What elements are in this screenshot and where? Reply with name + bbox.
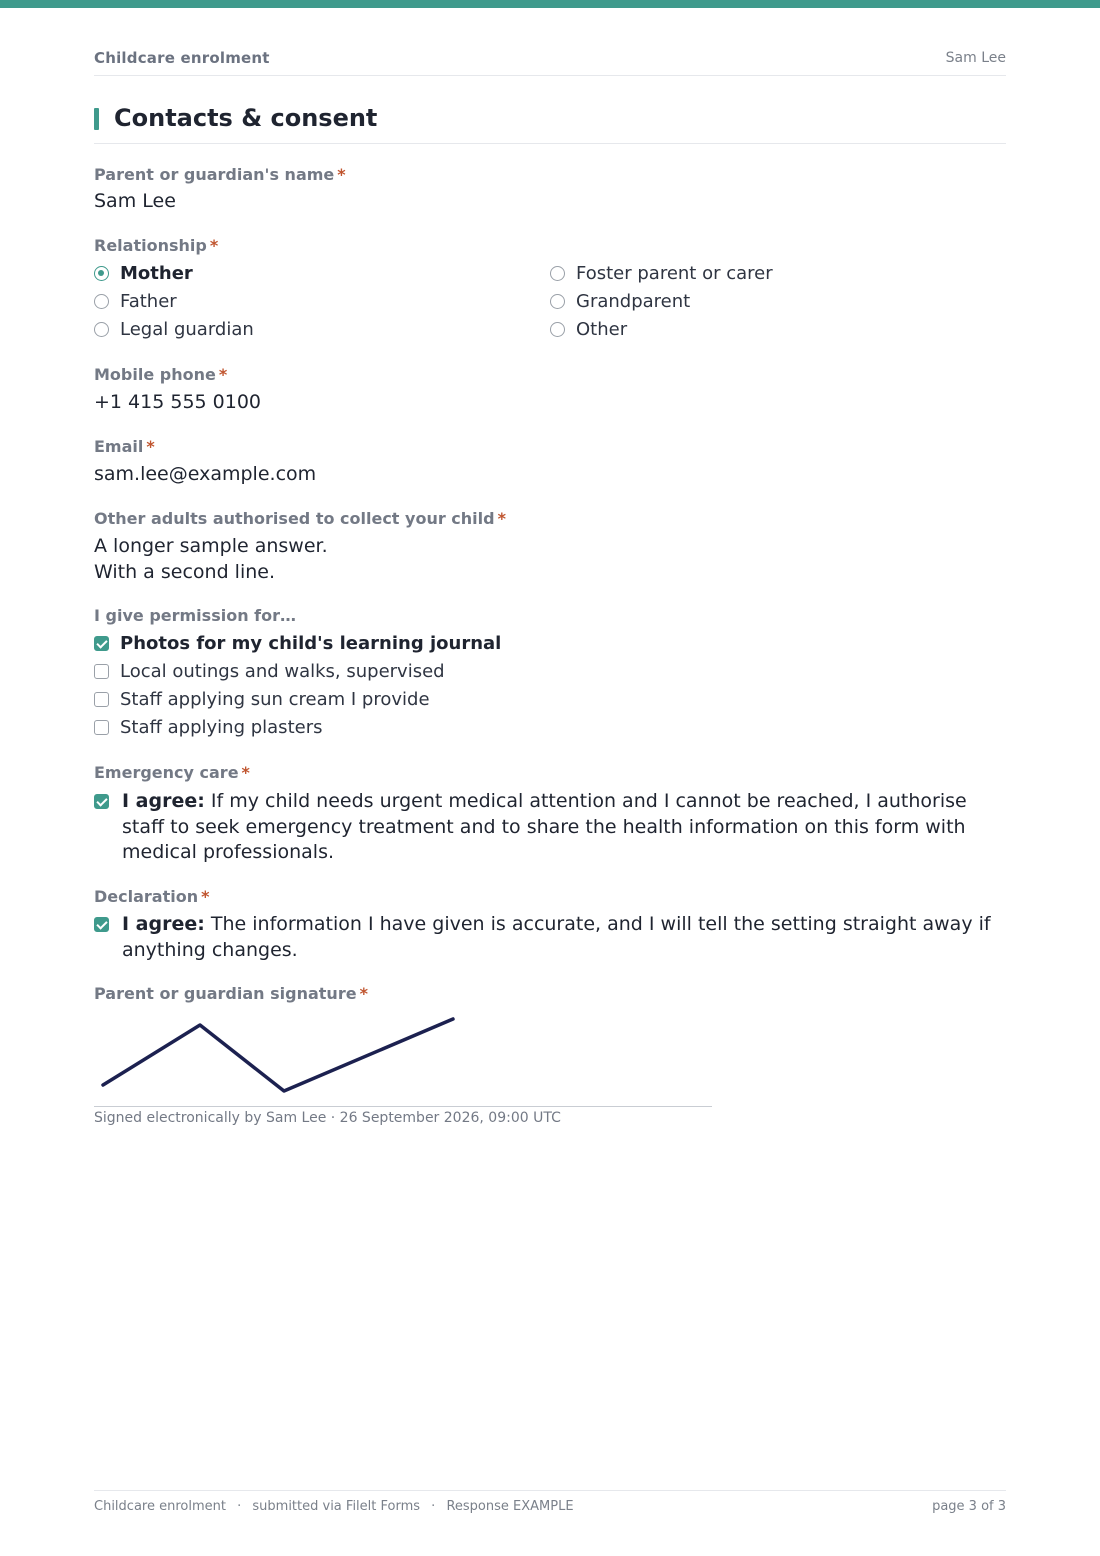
- relationship-option-mother[interactable]: [94, 261, 193, 285]
- radio-selected-icon: [94, 266, 109, 281]
- mobile-phone-label: [94, 365, 227, 384]
- footer-separator: ·: [431, 1499, 436, 1514]
- permission-option-plasters[interactable]: [94, 715, 322, 739]
- running-header: [94, 48, 1006, 76]
- relationship-option-grandparent[interactable]: [550, 289, 690, 313]
- radio-unselected-icon: [550, 294, 565, 309]
- relationship-option-other[interactable]: [550, 317, 627, 341]
- authorised-collectors-label: [94, 509, 506, 528]
- footer-submitted-via: submitted via Filelt Forms: [252, 1499, 421, 1514]
- declaration-label: [94, 887, 209, 906]
- relationship-option-label: Legal guardian: [120, 318, 254, 340]
- checkbox-unchecked-icon: [94, 664, 109, 679]
- required-marker: *: [209, 236, 219, 255]
- guardian-name-value: Sam Lee: [94, 190, 176, 212]
- required-marker: *: [241, 763, 250, 782]
- emergency-care-label-text: Emergency care: [94, 763, 239, 782]
- section-title: Contacts & consent: [114, 104, 378, 132]
- relationship-option-label: Other: [576, 318, 628, 340]
- signature-area: [94, 1012, 712, 1107]
- radio-unselected-icon: [94, 322, 109, 337]
- email-label-text: Email: [94, 437, 144, 456]
- footer-form-name: Childcare enrolment: [94, 1499, 226, 1514]
- document-title: Childcare enrolment: [94, 49, 270, 67]
- authorised-collectors-label-text: Other adults authorised to collect your child: [94, 509, 495, 528]
- mobile-phone-label-text: Mobile phone: [94, 365, 216, 384]
- section-accent-bar: [94, 108, 99, 130]
- email-label: [94, 437, 155, 456]
- footer-meta: [94, 1499, 574, 1514]
- signature-drawing: [94, 1012, 712, 1107]
- relationship-option-label: Grandparent: [576, 290, 691, 312]
- radio-unselected-icon: [550, 266, 565, 281]
- relationship-label-text: Relationship: [94, 236, 207, 255]
- emergency-care-consent-text: [122, 789, 1006, 866]
- answer-line: A longer sample answer.: [94, 535, 328, 557]
- radio-unselected-icon: [94, 294, 109, 309]
- agree-prefix: I agree:: [122, 913, 205, 935]
- declaration-consent-text: [122, 912, 1006, 963]
- declaration-label-text: Declaration: [94, 887, 199, 906]
- required-marker: *: [497, 509, 506, 528]
- checkbox-unchecked-icon: [94, 692, 109, 707]
- checkbox-checked-icon[interactable]: [94, 917, 109, 932]
- consent-statement: If my child needs urgent medical attention and I cannot be reached, I authorise staff to seek emergency treatment and to share the health information on this form with medical professionals.: [122, 790, 967, 863]
- respondent-name: Sam Lee: [945, 50, 1006, 66]
- relationship-option-label: Father: [120, 290, 177, 312]
- relationship-option-father[interactable]: [94, 289, 177, 313]
- email-value: sam.lee@example.com: [94, 463, 317, 485]
- page-footer: [94, 1490, 1006, 1520]
- emergency-care-label: [94, 763, 250, 782]
- signature-label-text: Parent or guardian signature: [94, 984, 357, 1003]
- relationship-option-foster-parent[interactable]: [550, 261, 773, 285]
- consent-statement: The information I have given is accurate, and I will tell the setting straight away if anything changes.: [122, 913, 991, 961]
- required-marker: *: [218, 365, 228, 384]
- checkbox-unchecked-icon: [94, 720, 109, 735]
- permission-option-sun-cream[interactable]: [94, 687, 430, 711]
- form-page: [94, 0, 1006, 1556]
- signature-label: [94, 984, 368, 1003]
- agree-prefix: I agree:: [122, 790, 205, 812]
- permission-option-label: Photos for my child's learning journal: [120, 632, 502, 654]
- permissions-label: I give permission for…: [94, 606, 296, 625]
- signature-caption: Signed electronically by Sam Lee · 26 September 2026, 09:00 UTC: [94, 1110, 561, 1126]
- required-marker: *: [201, 887, 210, 906]
- required-marker: *: [337, 165, 346, 184]
- permission-option-label: Local outings and walks, supervised: [120, 660, 445, 682]
- permission-option-label: Staff applying sun cream I provide: [120, 688, 430, 710]
- guardian-name-label-text: Parent or guardian's name: [94, 165, 335, 184]
- permission-option-photos[interactable]: [94, 631, 501, 655]
- emergency-care-consent: [94, 789, 1006, 867]
- permission-option-outings[interactable]: [94, 659, 445, 683]
- required-marker: *: [146, 437, 155, 456]
- checkbox-checked-icon: [94, 636, 109, 651]
- page-number: page 3 of 3: [932, 1499, 1006, 1514]
- required-marker: *: [359, 984, 368, 1003]
- permission-option-label: Staff applying plasters: [120, 716, 323, 738]
- footer-response-id: Response EXAMPLE: [446, 1499, 574, 1514]
- relationship-option-label: Foster parent or carer: [576, 262, 773, 284]
- guardian-name-label: [94, 165, 346, 184]
- footer-separator: ·: [237, 1499, 242, 1514]
- relationship-option-legal-guardian[interactable]: [94, 317, 254, 341]
- answer-line: With a second line.: [94, 561, 275, 583]
- declaration-consent: [94, 912, 1006, 964]
- mobile-phone-value: +1 415 555 0100: [94, 391, 262, 413]
- relationship-option-label: Mother: [120, 262, 193, 284]
- signature-stroke: [103, 1019, 453, 1091]
- section-heading: [94, 104, 1006, 144]
- radio-unselected-icon: [550, 322, 565, 337]
- authorised-collectors-value: [94, 533, 328, 585]
- relationship-label: [94, 236, 218, 255]
- checkbox-checked-icon[interactable]: [94, 794, 109, 809]
